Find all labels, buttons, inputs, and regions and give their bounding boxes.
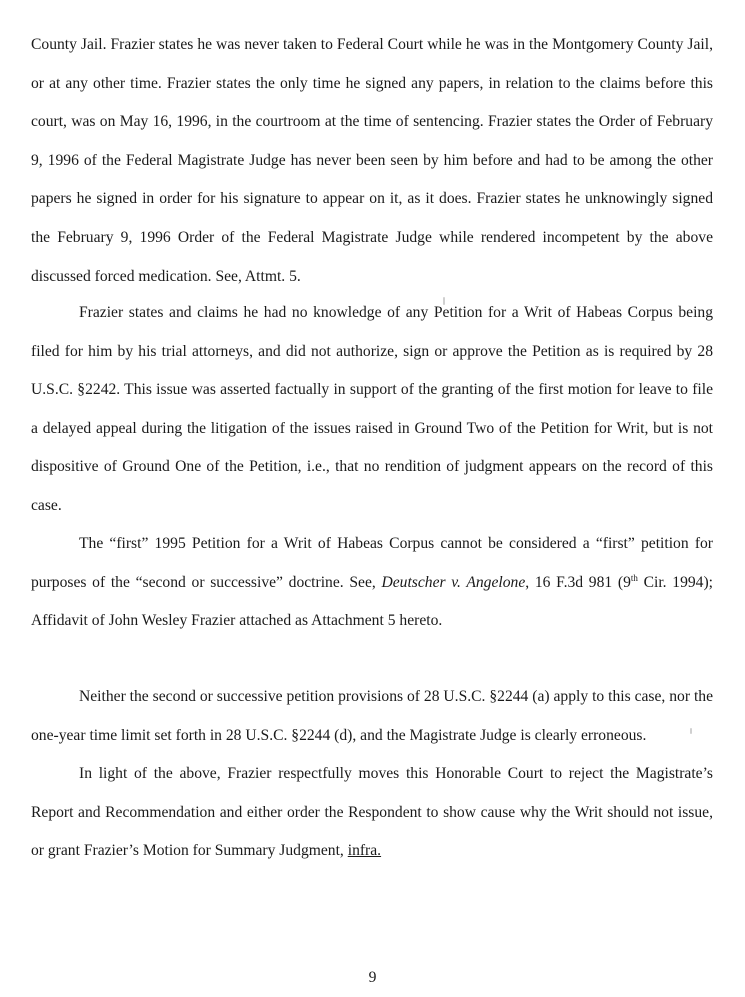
infra-reference: infra.: [347, 842, 382, 860]
scan-speck: [443, 297, 445, 305]
paragraph-text: Cir. 1994); Affidavit of John Wesley Frazier attached as Attachment 5 hereto.: [31, 573, 713, 630]
paragraph-text: Frazier states and claims he had no knowledge of any Petition for a Writ of Habeas Corpus being filed for him by his trial attorneys, and did not authorize, sign or approve the Petition as is required by 28 U.S.C. §2242. This issue was asserted factually in support of the granting of the first motion for leave to file a delayed appeal during the litigation of the issues raised in Ground Two of the Petition for Writ, but is not dispositive of Ground One of the Petition, i.e., that no rendition of judgment appears on the record of this case.: [31, 304, 713, 514]
page-number: 9: [368, 969, 377, 986]
paragraph-habeas-petition-knowledge: [31, 294, 713, 526]
paragraph-text: Neither the second or successive petition provisions of 28 U.S.C. §2244 (a) apply to this case, nor the one-year time limit set forth in 28 U.S.C. §2244 (d), and the Magistrate Judge is clearly erroneous.: [31, 688, 713, 744]
paragraph-text: The “first” 1995 Petition for a Writ of Habeas Corpus cannot be considered a “first” petition for purposes of the “second or successive” doctrine. See,: [31, 535, 713, 591]
scan-speck: [690, 728, 692, 734]
paragraph-first-petition: [31, 525, 713, 641]
paragraph-text: , 16 F.3d 981 (9: [525, 573, 631, 591]
paragraph-conclusion: [31, 755, 713, 871]
paragraph-text: In light of the above, Frazier respectfully moves this Honorable Court to reject the Magistrate’s Report and Recommendation and either order the Respondent to show cause why the Writ should not issue, or grant Frazier’s Motion for Summary Judgment,: [31, 765, 713, 860]
ordinal-superscript: th: [630, 572, 638, 583]
paragraph-text: County Jail. Frazier states he was never taken to Federal Court while he was in the Montgomery County Jail, or at any other time. Frazier states the only time he signed any papers, in relation to the claims before this court, was on May 16, 1996, in the courtroom at the time of sentencing. Frazier states the Order of February 9, 1996 of the Federal Magistrate Judge has never been seen by him before and had to be among the other papers he signed in order for his signature to appear on it, as it does. Frazier states he unknowingly signed the February 9, 1996 Order of the Federal Magistrate Judge while rendered incompetent by the above discussed forced medication. See, Attmt. 5.: [31, 36, 713, 285]
case-citation-name: Deutscher v. Angelone: [381, 573, 526, 591]
paragraph-successive-provisions: [31, 678, 713, 755]
paragraph-continuation: [31, 26, 713, 296]
